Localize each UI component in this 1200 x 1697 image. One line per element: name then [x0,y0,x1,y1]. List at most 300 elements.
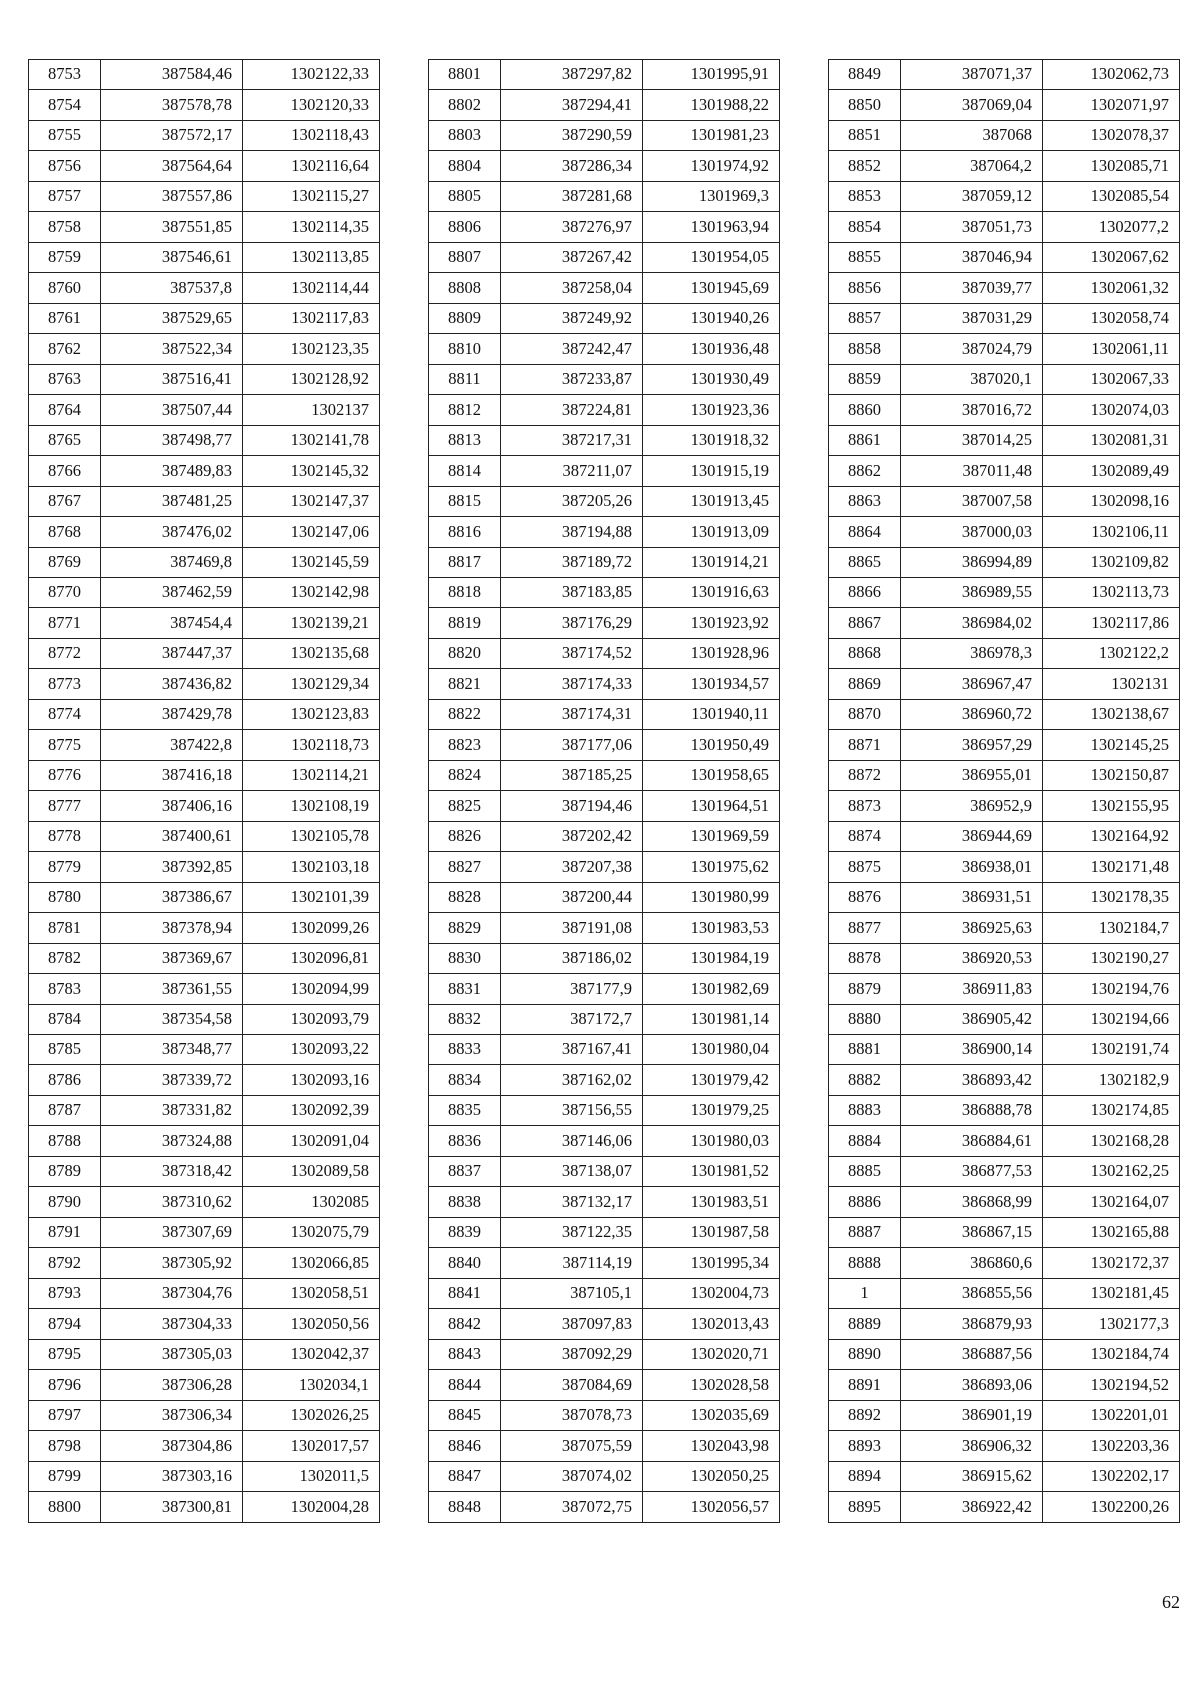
x-coordinate-cell: 387105,1 [501,1278,643,1308]
page-number: 62 [1162,1592,1180,1612]
point-id-cell: 8885 [829,1156,901,1186]
table-row [829,1309,1180,1339]
point-id-cell: 8835 [429,1095,501,1125]
point-id-cell: 8791 [29,1217,101,1247]
point-id-cell: 8853 [829,181,901,211]
y-coordinate-cell: 1301923,92 [643,608,780,638]
y-coordinate-cell: 1302201,01 [1043,1400,1180,1430]
table-row [829,456,1180,486]
y-coordinate-cell: 1302145,25 [1043,730,1180,760]
table-row [429,242,780,272]
table-row [829,547,1180,577]
y-coordinate-cell: 1302129,34 [243,669,380,699]
y-coordinate-cell: 1301987,58 [643,1217,780,1247]
y-coordinate-cell: 1302123,83 [243,699,380,729]
y-coordinate-cell: 1302092,39 [243,1095,380,1125]
y-coordinate-cell: 1302061,11 [1043,334,1180,364]
point-id-cell: 8813 [429,425,501,455]
x-coordinate-cell: 386957,29 [901,730,1043,760]
y-coordinate-cell: 1302061,32 [1043,273,1180,303]
x-coordinate-cell: 386911,83 [901,974,1043,1004]
y-coordinate-cell: 1301979,25 [643,1095,780,1125]
x-coordinate-cell: 387031,29 [901,303,1043,333]
coordinate-table-1 [28,59,380,1523]
point-id-cell: 8880 [829,1004,901,1034]
x-coordinate-cell: 387304,86 [101,1431,243,1461]
table-row [29,273,380,303]
y-coordinate-cell: 1302182,9 [1043,1065,1180,1095]
y-coordinate-cell: 1302141,78 [243,425,380,455]
x-coordinate-cell: 387304,33 [101,1309,243,1339]
point-id-cell: 8769 [29,547,101,577]
x-coordinate-cell: 387258,04 [501,273,643,303]
point-id-cell: 8883 [829,1095,901,1125]
table-row [29,1461,380,1491]
point-id-cell: 8867 [829,608,901,638]
point-id-cell: 8795 [29,1339,101,1369]
point-id-cell: 8759 [29,242,101,272]
y-coordinate-cell: 1302050,56 [243,1309,380,1339]
y-coordinate-cell: 1301963,94 [643,212,780,242]
point-id-cell: 8852 [829,151,901,181]
table-row [29,151,380,181]
point-id-cell: 8884 [829,1126,901,1156]
x-coordinate-cell: 387211,07 [501,456,643,486]
y-coordinate-cell: 1302172,37 [1043,1248,1180,1278]
table-row [429,1492,780,1522]
point-id-cell: 8855 [829,242,901,272]
point-id-cell: 8775 [29,730,101,760]
x-coordinate-cell: 387075,59 [501,1431,643,1461]
table-row [429,120,780,150]
y-coordinate-cell: 1302094,99 [243,974,380,1004]
y-coordinate-cell: 1301940,11 [643,699,780,729]
table-row [829,273,1180,303]
x-coordinate-cell: 387469,8 [101,547,243,577]
y-coordinate-cell: 1302117,86 [1043,608,1180,638]
y-coordinate-cell: 1302106,11 [1043,517,1180,547]
x-coordinate-cell: 387305,03 [101,1339,243,1369]
x-coordinate-cell: 387537,8 [101,273,243,303]
x-coordinate-cell: 387071,37 [901,60,1043,90]
y-coordinate-cell: 1302168,28 [1043,1126,1180,1156]
coordinate-table-2 [428,59,780,1523]
x-coordinate-cell: 387059,12 [901,181,1043,211]
y-coordinate-cell: 1301982,69 [643,974,780,1004]
table-row [829,151,1180,181]
point-id-cell: 8882 [829,1065,901,1095]
y-coordinate-cell: 1302017,57 [243,1431,380,1461]
point-id-cell: 8857 [829,303,901,333]
point-id-cell: 8860 [829,395,901,425]
y-coordinate-cell: 1302165,88 [1043,1217,1180,1247]
x-coordinate-cell: 387306,28 [101,1370,243,1400]
point-id-cell: 8875 [829,852,901,882]
x-coordinate-cell: 387286,34 [501,151,643,181]
point-id-cell: 8881 [829,1035,901,1065]
y-coordinate-cell: 1302011,5 [243,1461,380,1491]
point-id-cell: 8850 [829,90,901,120]
point-id-cell: 8886 [829,1187,901,1217]
x-coordinate-cell: 387174,31 [501,699,643,729]
point-id-cell: 8801 [429,60,501,90]
y-coordinate-cell: 1301969,3 [643,181,780,211]
table-row [829,212,1180,242]
x-coordinate-cell: 387069,04 [901,90,1043,120]
x-coordinate-cell: 387132,17 [501,1187,643,1217]
table-row [829,242,1180,272]
x-coordinate-cell: 387429,78 [101,699,243,729]
point-id-cell: 8797 [29,1400,101,1430]
x-coordinate-cell: 387318,42 [101,1156,243,1186]
x-coordinate-cell: 387202,42 [501,821,643,851]
x-coordinate-cell: 387392,85 [101,852,243,882]
y-coordinate-cell: 1301981,14 [643,1004,780,1034]
y-coordinate-cell: 1302101,39 [243,882,380,912]
x-coordinate-cell: 387303,16 [101,1461,243,1491]
point-id-cell: 8787 [29,1095,101,1125]
table-row [429,1217,780,1247]
y-coordinate-cell: 1301979,42 [643,1065,780,1095]
y-coordinate-cell: 1302120,33 [243,90,380,120]
table-row [829,334,1180,364]
point-id-cell: 8825 [429,791,501,821]
table-row [429,1431,780,1461]
x-coordinate-cell: 387114,19 [501,1248,643,1278]
table-row [829,1004,1180,1034]
table-row [429,486,780,516]
x-coordinate-cell: 387122,35 [501,1217,643,1247]
x-coordinate-cell: 387051,73 [901,212,1043,242]
x-coordinate-cell: 387462,59 [101,577,243,607]
y-coordinate-cell: 1302109,82 [1043,547,1180,577]
y-coordinate-cell: 1301950,49 [643,730,780,760]
x-coordinate-cell: 386867,15 [901,1217,1043,1247]
point-id-cell: 8871 [829,730,901,760]
x-coordinate-cell: 386955,01 [901,760,1043,790]
point-id-cell: 8854 [829,212,901,242]
x-coordinate-cell: 387016,72 [901,395,1043,425]
table-row [29,1217,380,1247]
point-id-cell: 8761 [29,303,101,333]
point-id-cell: 8863 [829,486,901,516]
point-id-cell: 8888 [829,1248,901,1278]
y-coordinate-cell: 1302096,81 [243,943,380,973]
y-coordinate-cell: 1302105,78 [243,821,380,851]
point-id-cell: 8793 [29,1278,101,1308]
y-coordinate-cell: 1302184,7 [1043,913,1180,943]
x-coordinate-cell: 386922,42 [901,1492,1043,1522]
y-coordinate-cell: 1302137 [243,395,380,425]
y-coordinate-cell: 1301958,65 [643,760,780,790]
x-coordinate-cell: 387177,9 [501,974,643,1004]
point-id-cell: 8807 [429,242,501,272]
point-id-cell: 8831 [429,974,501,1004]
x-coordinate-cell: 386906,32 [901,1431,1043,1461]
y-coordinate-cell: 1301954,05 [643,242,780,272]
y-coordinate-cell: 1301983,51 [643,1187,780,1217]
table-row [29,1035,380,1065]
point-id-cell: 8861 [829,425,901,455]
y-coordinate-cell: 1301964,51 [643,791,780,821]
point-id-cell: 8779 [29,852,101,882]
point-id-cell: 8836 [429,1126,501,1156]
table-row [829,821,1180,851]
point-id-cell: 8895 [829,1492,901,1522]
point-id-cell: 8783 [29,974,101,1004]
y-coordinate-cell: 1302177,3 [1043,1309,1180,1339]
x-coordinate-cell: 387242,47 [501,334,643,364]
y-coordinate-cell: 1301984,19 [643,943,780,973]
table-row [29,1095,380,1125]
table-row [829,1065,1180,1095]
point-id-cell: 8846 [429,1431,501,1461]
y-coordinate-cell: 1302035,69 [643,1400,780,1430]
x-coordinate-cell: 387138,07 [501,1156,643,1186]
table-row [429,669,780,699]
table-row [829,1095,1180,1125]
point-id-cell: 8872 [829,760,901,790]
point-id-cell: 8865 [829,547,901,577]
y-coordinate-cell: 1301915,19 [643,456,780,486]
y-coordinate-cell: 1302145,32 [243,456,380,486]
table-row [29,212,380,242]
table-row [429,181,780,211]
y-coordinate-cell: 1301975,62 [643,852,780,882]
table-row [429,303,780,333]
table-row [29,1156,380,1186]
table-row [829,1400,1180,1430]
x-coordinate-cell: 387176,29 [501,608,643,638]
x-coordinate-cell: 387068 [901,120,1043,150]
x-coordinate-cell: 387294,41 [501,90,643,120]
x-coordinate-cell: 387354,58 [101,1004,243,1034]
table-row [429,1400,780,1430]
table-row [829,730,1180,760]
x-coordinate-cell: 387183,85 [501,577,643,607]
point-id-cell: 8837 [429,1156,501,1186]
x-coordinate-cell: 387162,02 [501,1065,643,1095]
table-row [829,974,1180,1004]
y-coordinate-cell: 1302138,67 [1043,699,1180,729]
table-row [29,1248,380,1278]
point-id-cell: 8887 [829,1217,901,1247]
y-coordinate-cell: 1302093,22 [243,1035,380,1065]
table-row [829,1461,1180,1491]
table-row [829,1187,1180,1217]
table-row [29,395,380,425]
table-row [429,1095,780,1125]
table-row [829,395,1180,425]
point-id-cell: 8773 [29,669,101,699]
point-id-cell: 8764 [29,395,101,425]
x-coordinate-cell: 387339,72 [101,1065,243,1095]
x-coordinate-cell: 386877,53 [901,1156,1043,1186]
table-row [429,334,780,364]
x-coordinate-cell: 387304,76 [101,1278,243,1308]
point-id-cell: 8858 [829,334,901,364]
table-row [829,913,1180,943]
y-coordinate-cell: 1302116,64 [243,151,380,181]
x-coordinate-cell: 387400,61 [101,821,243,851]
y-coordinate-cell: 1302067,33 [1043,364,1180,394]
y-coordinate-cell: 1302066,85 [243,1248,380,1278]
table-row [829,90,1180,120]
x-coordinate-cell: 386984,02 [901,608,1043,638]
table-row [429,791,780,821]
x-coordinate-cell: 387498,77 [101,425,243,455]
table-row [429,425,780,455]
x-coordinate-cell: 387194,88 [501,517,643,547]
point-id-cell: 8771 [29,608,101,638]
y-coordinate-cell: 1302058,74 [1043,303,1180,333]
x-coordinate-cell: 387578,78 [101,90,243,120]
x-coordinate-cell: 387097,83 [501,1309,643,1339]
table-row [829,60,1180,90]
x-coordinate-cell: 387039,77 [901,273,1043,303]
y-coordinate-cell: 1302139,21 [243,608,380,638]
y-coordinate-cell: 1302114,35 [243,212,380,242]
point-id-cell: 8778 [29,821,101,851]
y-coordinate-cell: 1302075,79 [243,1217,380,1247]
table-row [29,974,380,1004]
table-row [29,1339,380,1369]
table-row [29,1370,380,1400]
x-coordinate-cell: 387276,97 [501,212,643,242]
table-row [29,730,380,760]
point-id-cell: 8770 [29,577,101,607]
point-id-cell: 8828 [429,882,501,912]
y-coordinate-cell: 1302194,76 [1043,974,1180,1004]
x-coordinate-cell: 387551,85 [101,212,243,242]
y-coordinate-cell: 1302164,07 [1043,1187,1180,1217]
x-coordinate-cell: 387454,4 [101,608,243,638]
table-row [29,1126,380,1156]
y-coordinate-cell: 1302056,57 [643,1492,780,1522]
y-coordinate-cell: 1302194,66 [1043,1004,1180,1034]
point-id-cell: 8809 [429,303,501,333]
x-coordinate-cell: 387064,2 [901,151,1043,181]
table-row [29,517,380,547]
x-coordinate-cell: 387167,41 [501,1035,643,1065]
table-row [429,1309,780,1339]
table-row [429,577,780,607]
point-id-cell: 8814 [429,456,501,486]
table-row [429,1156,780,1186]
y-coordinate-cell: 1302114,21 [243,760,380,790]
point-id-cell: 8818 [429,577,501,607]
x-coordinate-cell: 387014,25 [901,425,1043,455]
point-id-cell: 8873 [829,791,901,821]
table-row [29,791,380,821]
y-coordinate-cell: 1302123,35 [243,334,380,364]
x-coordinate-cell: 387007,58 [901,486,1043,516]
x-coordinate-cell: 387024,79 [901,334,1043,364]
table-row [29,1400,380,1430]
table-row [829,608,1180,638]
point-id-cell: 8827 [429,852,501,882]
table-row [429,638,780,668]
table-row [29,760,380,790]
x-coordinate-cell: 386960,72 [901,699,1043,729]
table-row [829,1035,1180,1065]
x-coordinate-cell: 386888,78 [901,1095,1043,1125]
table-row [829,638,1180,668]
table-row [29,943,380,973]
table-row [29,1278,380,1308]
table-row [29,1492,380,1522]
y-coordinate-cell: 1302093,16 [243,1065,380,1095]
table-row [429,151,780,181]
x-coordinate-cell: 387361,55 [101,974,243,1004]
point-id-cell: 8840 [429,1248,501,1278]
y-coordinate-cell: 1301930,49 [643,364,780,394]
x-coordinate-cell: 387300,81 [101,1492,243,1522]
y-coordinate-cell: 1301988,22 [643,90,780,120]
x-coordinate-cell: 387378,94 [101,913,243,943]
table-row [829,181,1180,211]
table-row [29,821,380,851]
table-row [429,760,780,790]
x-coordinate-cell: 387307,69 [101,1217,243,1247]
table-row [429,90,780,120]
point-id-cell: 8868 [829,638,901,668]
x-coordinate-cell: 387233,87 [501,364,643,394]
y-coordinate-cell: 1302142,98 [243,577,380,607]
x-coordinate-cell: 386952,9 [901,791,1043,821]
y-coordinate-cell: 1302122,33 [243,60,380,90]
y-coordinate-cell: 1302190,27 [1043,943,1180,973]
point-id-cell: 8789 [29,1156,101,1186]
table-row [829,791,1180,821]
x-coordinate-cell: 387186,02 [501,943,643,973]
x-coordinate-cell: 387522,34 [101,334,243,364]
point-id-cell: 8776 [29,760,101,790]
coordinate-table-3 [828,59,1180,1523]
x-coordinate-cell: 387207,38 [501,852,643,882]
x-coordinate-cell: 386855,56 [901,1278,1043,1308]
table-row [29,242,380,272]
y-coordinate-cell: 1301981,23 [643,120,780,150]
table-row [429,1187,780,1217]
point-id-cell: 8889 [829,1309,901,1339]
x-coordinate-cell: 387305,92 [101,1248,243,1278]
point-id-cell: 8758 [29,212,101,242]
y-coordinate-cell: 1302164,92 [1043,821,1180,851]
table-row [829,943,1180,973]
point-id-cell: 8817 [429,547,501,577]
point-id-cell: 8819 [429,608,501,638]
table-row [829,1370,1180,1400]
x-coordinate-cell: 387177,06 [501,730,643,760]
x-coordinate-cell: 387416,18 [101,760,243,790]
x-coordinate-cell: 387348,77 [101,1035,243,1065]
point-id-cell: 8870 [829,699,901,729]
point-id-cell: 8890 [829,1339,901,1369]
table-row [29,1065,380,1095]
point-id-cell: 8782 [29,943,101,973]
table-row [29,913,380,943]
x-coordinate-cell: 386893,06 [901,1370,1043,1400]
table-row [29,577,380,607]
x-coordinate-cell: 387436,82 [101,669,243,699]
x-coordinate-cell: 387406,16 [101,791,243,821]
x-coordinate-cell: 387191,08 [501,913,643,943]
y-coordinate-cell: 1302178,35 [1043,882,1180,912]
point-id-cell: 8763 [29,364,101,394]
y-coordinate-cell: 1302147,37 [243,486,380,516]
table-row [29,1431,380,1461]
